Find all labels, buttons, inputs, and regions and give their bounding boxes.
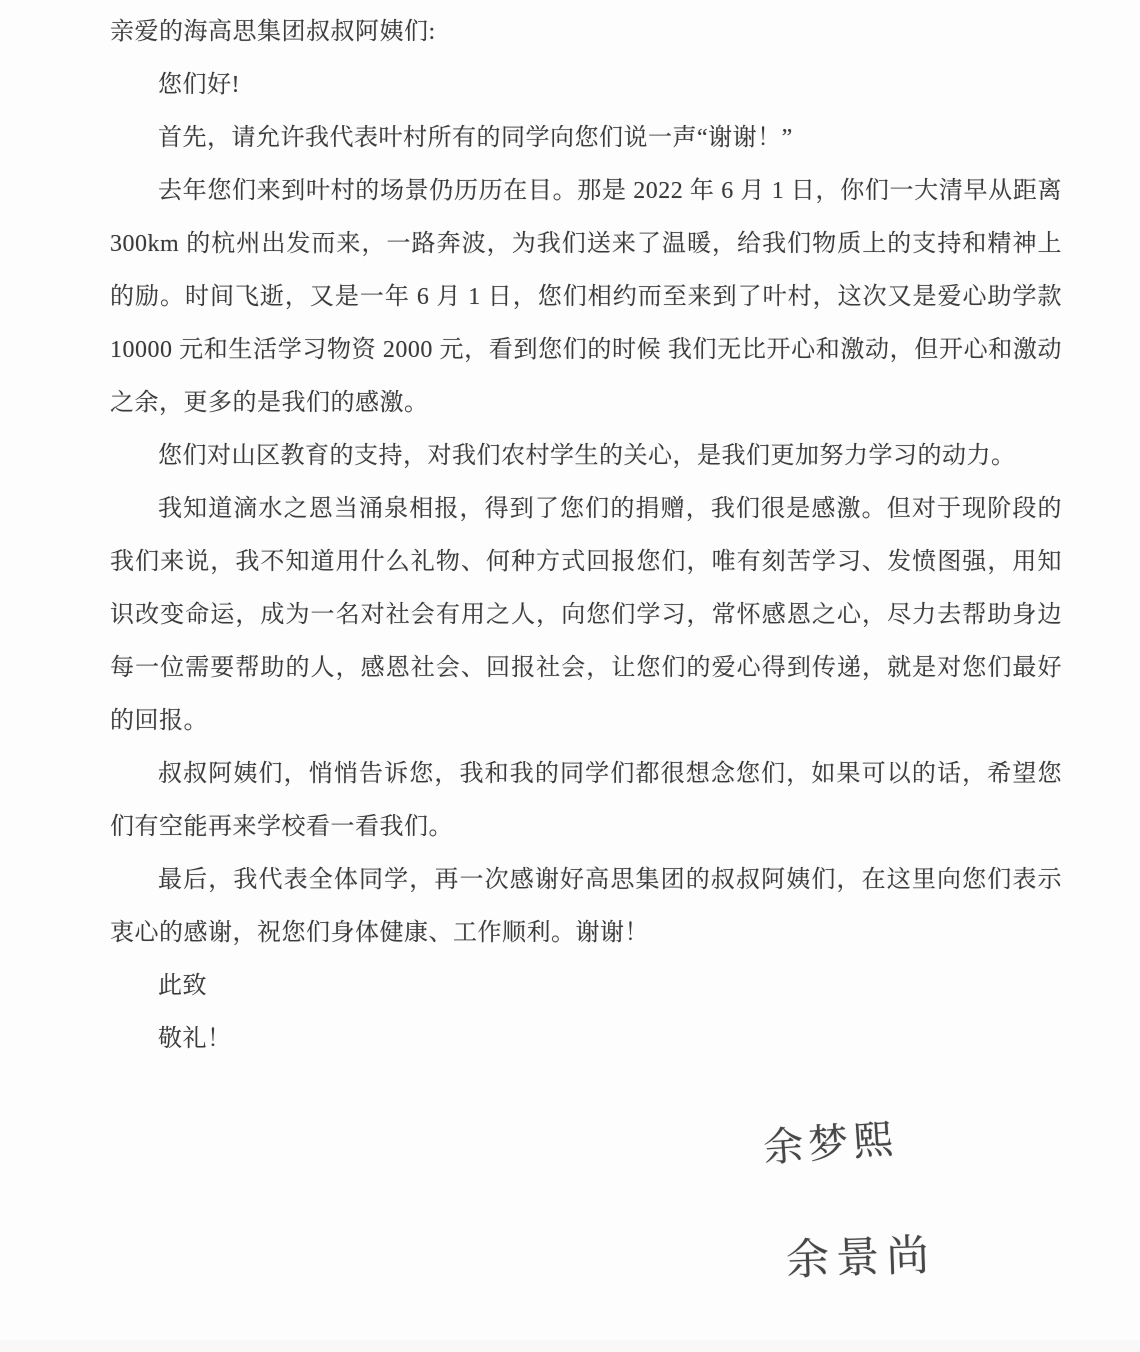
opening-thanks-paragraph: 首先，请允许我代表叶村所有的同学向您们说一声“谢谢！”	[158, 125, 793, 151]
handwritten-signature-1: 余梦熙	[761, 1116, 900, 1171]
miss-you-paragraph: 叔叔阿姨们，悄悄告诉您，我和我的同学们都很想念您们，如果可以的话，希望您们有空能再来学校看一看我们。	[110, 761, 1062, 840]
closing-jingli: 敬礼！	[158, 1026, 232, 1052]
visit-memory-paragraph: 去年您们来到叶村的场景仍历历在目。那是 2022 年 6 月 1 日，你们一大清早从距离 300km 的杭州出发而来，一路奔波，为我们送来了温暖，给我们物质上的支持和精神上的励。时间飞逝，又是一年 6 月 1 日，您们相约而至来到了叶村，这次又是爱心助学款 10000 元和生活学习物资 2000 元，看到您们的时候 我们无比开心和激动，但开心和激动之余，更多的是我们的感激。	[110, 178, 1062, 416]
final-thanks-paragraph: 最后，我代表全体同学，再一次感谢好高思集团的叔叔阿姨们，在这里向您们表示衷心的感谢，祝您们身体健康、工作顺利。谢谢！	[110, 867, 1062, 946]
letter-body	[110, 6, 1062, 1066]
gratitude-repay-paragraph: 我知道滴水之恩当涌泉相报，得到了您们的捐赠，我们很是感激。但对于现阶段的我们来说，我不知道用什么礼物、何种方式回报您们，唯有刻苦学习、发愤图强，用知识改变命运，成为一名对社会有用之人，向您们学习，常怀感恩之心，尽力去帮助身边每一位需要帮助的人，感恩社会、回报社会，让您们的爱心得到传递，就是对您们最好的回报。	[110, 496, 1062, 734]
closing-cizhi: 此致	[158, 973, 207, 999]
handwritten-signature-2: 余景尚	[785, 1232, 937, 1285]
greeting-line: 您们好!	[158, 72, 240, 98]
support-motivation-paragraph: 您们对山区教育的支持，对我们农村学生的关心，是我们更加努力学习的动力。	[158, 443, 1016, 469]
salutation: 亲爱的海高思集团叔叔阿姨们:	[110, 19, 436, 45]
